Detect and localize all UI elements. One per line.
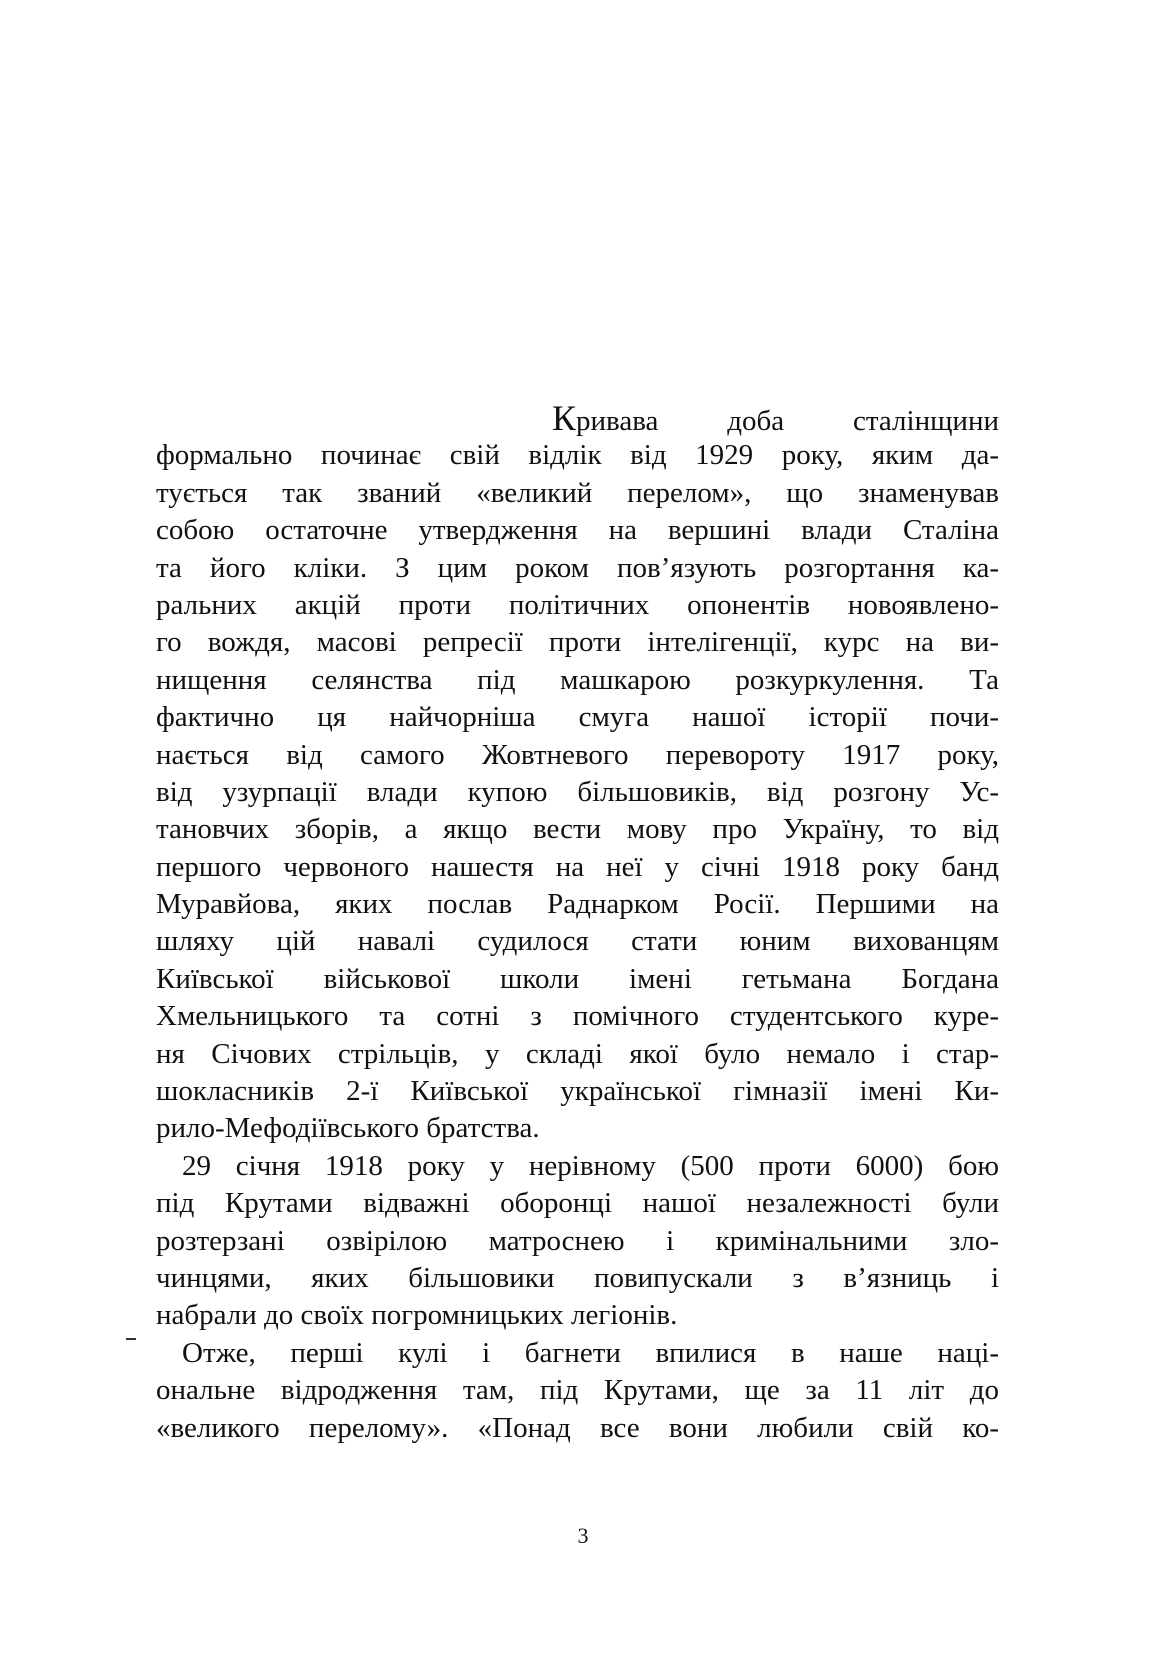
text-line: формально починає свій відлік від 1929 року, яким да-: [156, 439, 999, 472]
page-number: 3: [577, 1523, 589, 1548]
body-text: [156, 400, 999, 1447]
text-line: шляху цій навалі судилося стати юним вихованцям: [156, 925, 999, 958]
text-line: тановчих зборів, а якщо вести мову про Україну, то від: [156, 813, 999, 846]
text-line: шокласників 2-ї Київської української гімназії імені Ки-: [156, 1075, 999, 1108]
text-line: фактично ця найчорніша смуга нашої історії почи-: [156, 701, 999, 734]
text-line: собою остаточне утвердження на вершині влади Сталіна: [156, 514, 999, 547]
text-line: нається від самого Жовтневого перевороту 1917 року,: [156, 738, 999, 771]
initial-letter: К: [552, 400, 577, 438]
text-line: першого червоного нашестя на неї у січні 1918 року банд: [156, 850, 999, 883]
paragraph-2-line: набрали до своїх погромницьких легіонів.: [156, 1299, 678, 1332]
paragraph-3-line: Отже, перші кулі і багнети впилися в наше наці-: [182, 1336, 999, 1369]
text-line: Хмельницького та сотні з помічного студентського куре-: [156, 1000, 999, 1033]
text-line: ральних акцій проти політичних опонентів новоявлено-: [156, 588, 999, 621]
text-line: Київської військової школи імені гетьмана Богдана: [156, 962, 999, 995]
margin-mark: [126, 1338, 136, 1340]
text-line: Муравйова, яких послав Раднарком Росії. Першими на: [156, 888, 999, 921]
paragraph-2-line: чинцями, яких більшовики повипускали з в’язниць і: [156, 1261, 999, 1294]
text-line: нищення селянства під машкарою розкуркулення. Та: [156, 663, 999, 696]
paragraph-2-line: 29 січня 1918 року у нерівному (500 проти 6000) бою: [182, 1149, 999, 1182]
text-line: від узурпації влади купою більшовиків, від розгону Ус-: [156, 775, 999, 808]
paragraph-3-line: ональне відродження там, під Крутами, ще за 11 літ до: [156, 1374, 999, 1407]
text-line: ня Січових стрільців, у складі якої було немало і стар-: [156, 1037, 999, 1070]
text-line: го вождя, масові репресії проти інтелігенції, курс на ви-: [156, 626, 999, 659]
first-line: [156, 400, 999, 437]
text-line: та його кліки. З цим роком пов’язують розгортання ка-: [156, 551, 999, 584]
text-line: тується так званий «великий перелом», що знаменував: [156, 476, 999, 509]
first-line-text: ривава доба сталінщини: [576, 405, 999, 437]
paragraph-2-line: розтерзані озвірілою матроснею і кримінальними зло-: [156, 1224, 999, 1257]
paragraph-3-line: «великого перелому». «Понад все вони любили свій ко-: [156, 1411, 999, 1444]
text-line: рило-Мефодіївського братства.: [156, 1112, 540, 1145]
paragraph-2-line: під Крутами відважні оборонці нашої незалежності були: [156, 1187, 999, 1220]
